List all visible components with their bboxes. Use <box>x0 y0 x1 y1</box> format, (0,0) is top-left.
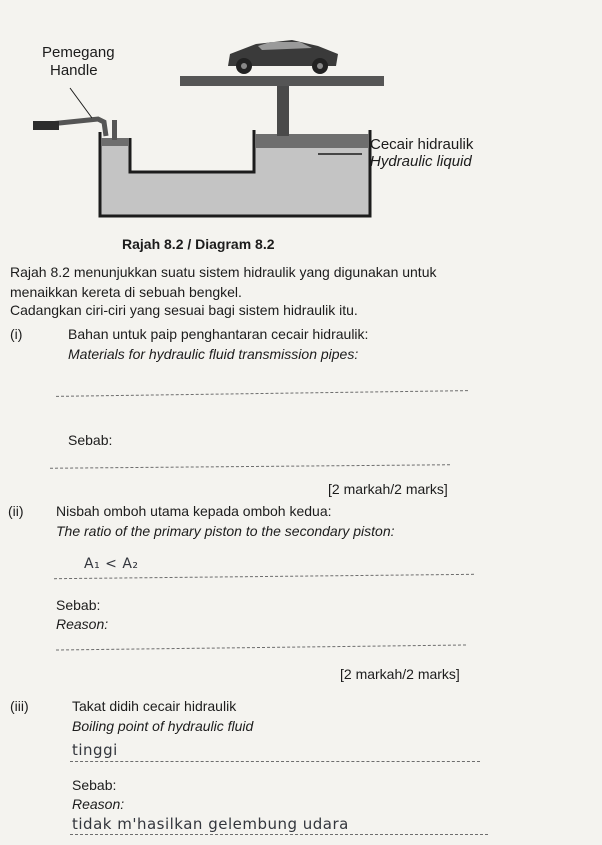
question-ii-answer[interactable]: A₁ < A₂ <box>84 556 139 572</box>
question-i-marks: [2 markah/2 marks] <box>328 481 448 497</box>
question-ii-text-en: The ratio of the primary piston to the secondary piston: <box>56 523 395 539</box>
question-i-text-ms: Bahan untuk paip penghantaran cecair hidraulik: <box>68 326 369 342</box>
intro-line-2: menaikkan kereta di sebuah bengkel. <box>10 284 242 300</box>
question-iii-answer[interactable]: tinggi <box>72 741 118 759</box>
secondary-piston <box>255 134 369 148</box>
question-iii-reason-label-ms: Sebab: <box>72 777 117 793</box>
handle <box>33 119 117 140</box>
question-i-answer-line <box>56 390 468 397</box>
question-iii-reason-answer[interactable]: tidak m'hasilkan gelembung udara <box>72 815 349 833</box>
diagram-caption: Rajah 8.2 / Diagram 8.2 <box>122 236 275 252</box>
question-iii-reason-line <box>70 834 488 835</box>
liquid-label-en: Hydraulic liquid <box>370 153 472 170</box>
intro-line-3: Cadangkan ciri-ciri yang sesuai bagi sistem hidraulik itu. <box>10 302 358 318</box>
handle-leader-line <box>70 88 92 118</box>
question-ii-reason-label-en: Reason: <box>56 616 109 632</box>
question-iii-answer-line <box>70 761 480 762</box>
handle-label-en: Handle <box>50 62 98 79</box>
question-ii-answer-line <box>54 574 474 579</box>
question-i-reason-line <box>50 464 450 468</box>
question-i-number: (i) <box>10 326 23 342</box>
hydraulic-liquid <box>100 146 370 216</box>
question-i-reason-label: Sebab: <box>68 432 113 448</box>
question-iii-reason-label-en: Reason: <box>72 796 125 812</box>
handle-label-ms: Pemegang <box>42 44 115 61</box>
question-iii-number: (iii) <box>10 698 29 714</box>
lift-platform <box>180 76 384 86</box>
question-ii-reason-line <box>56 644 466 650</box>
car-icon <box>228 40 338 74</box>
hydraulic-diagram <box>0 0 602 260</box>
question-ii-text-ms: Nisbah omboh utama kepada omboh kedua: <box>56 503 332 519</box>
liquid-label-ms: Cecair hidraulik <box>370 136 474 153</box>
question-ii-number: (ii) <box>8 503 24 519</box>
question-i-text-en: Materials for hydraulic fluid transmission pipes: <box>68 346 359 362</box>
question-iii-text-ms: Takat didih cecair hidraulik <box>72 698 237 714</box>
piston-rod <box>277 86 289 136</box>
question-ii-reason-label-ms: Sebab: <box>56 597 101 613</box>
question-iii-text-en: Boiling point of hydraulic fluid <box>72 718 254 734</box>
intro-line-1: Rajah 8.2 menunjukkan suatu sistem hidraulik yang digunakan untuk <box>10 264 437 280</box>
question-ii-marks: [2 markah/2 marks] <box>340 666 460 682</box>
